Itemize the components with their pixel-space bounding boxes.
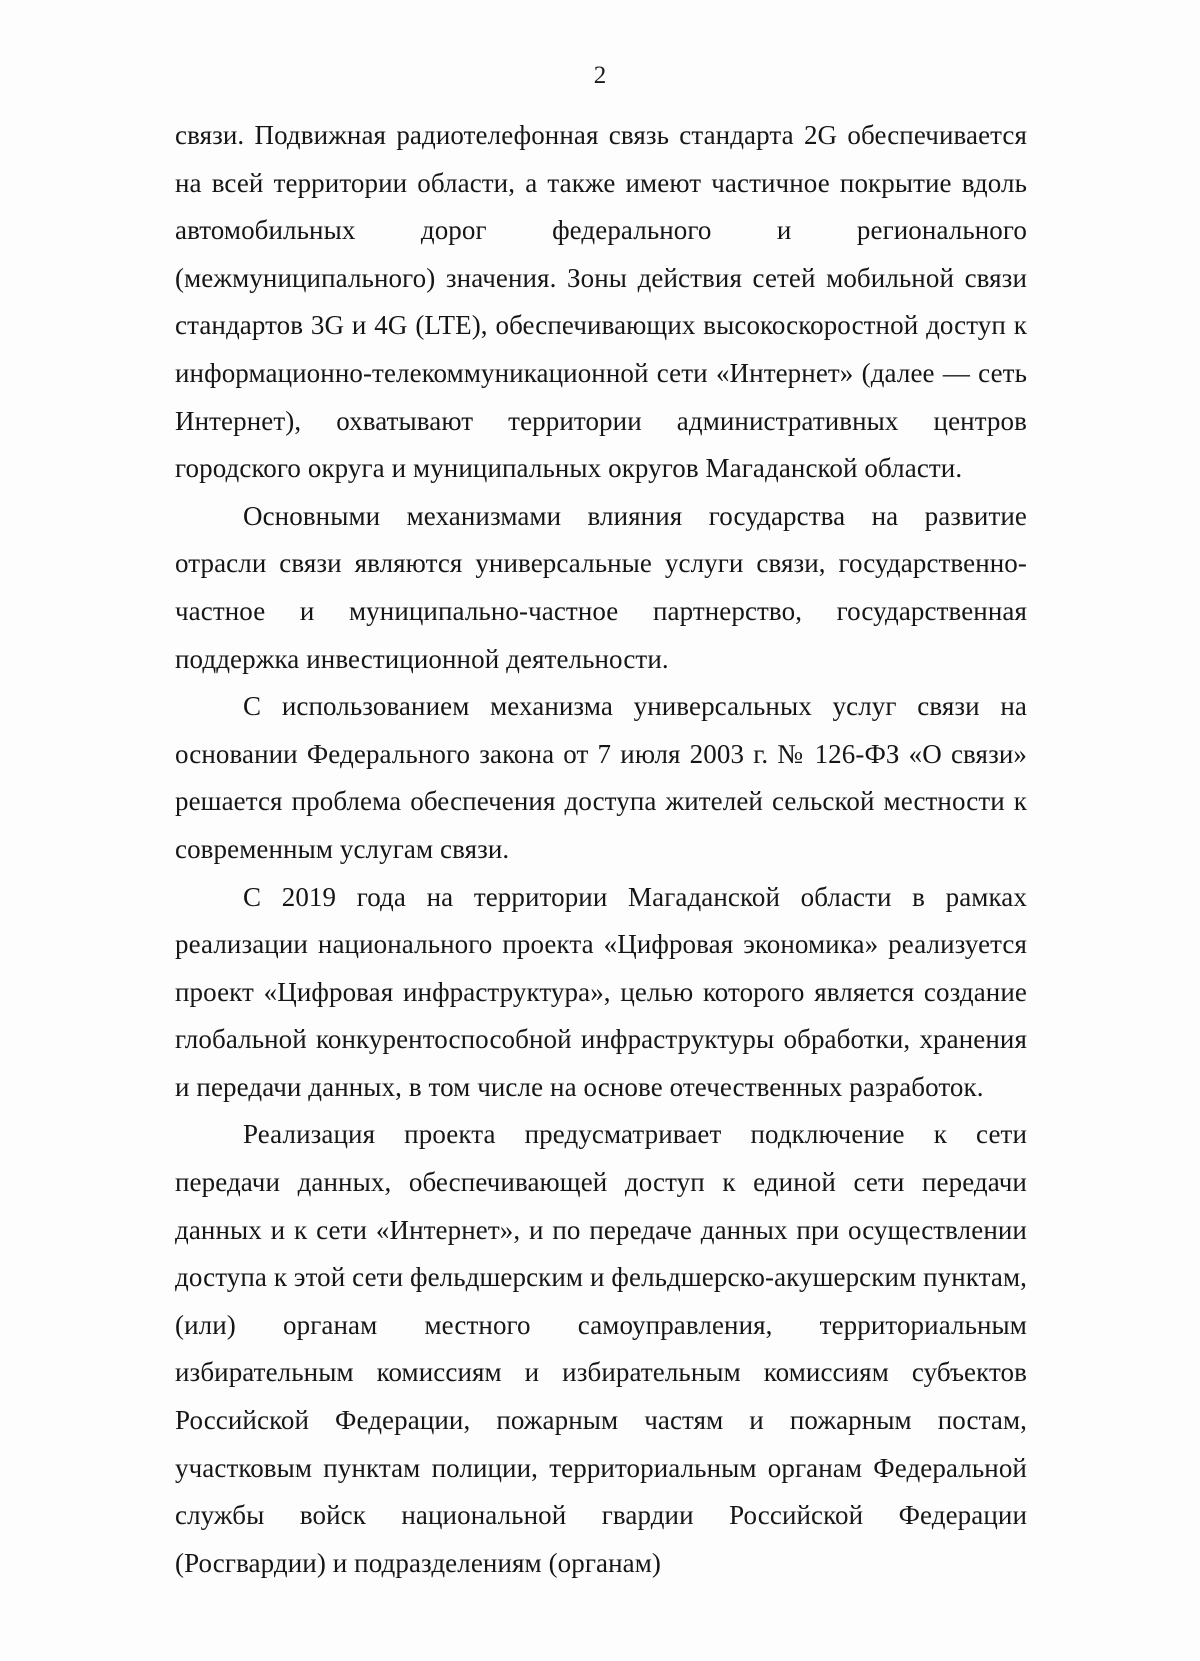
paragraph-state-mechanisms: Основными механизмами влияния государства на развитие отрасли связи являются универсальные услуги связи, государственно-частное и муниципально-частное партнерство, государственная поддержка инвестиционной деятельности.	[175, 500, 1027, 674]
paragraph-continuation: связи. Подвижная радиотелефонная связь стандарта 2G обеспечивается на всей территории области, а также имеют частичное покрытие вдоль автомобильных дорог федерального и регионального (межмуниципального) значения. Зоны действия сетей мобильной связи стандартов 3G и 4G (LTE), обеспечивающих высокоскоростной доступ к информационно-телекоммуникационной сети «Интернет» (далее — сеть Интернет), охватывают территории административных центров городского округа и муниципальных округов Магаданской области.	[175, 120, 1027, 484]
paragraph-project-implementation: Реализация проекта предусматривает подключение к сети передачи данных, обеспечивающей доступ к единой сети передачи данных и к сети «Интернет», и по передаче данных при осуществлении доступа к этой сети фельдшерским и фельдшерско-акушерским пунктам, (или) органам местного самоуправления, территориальным избирательным комиссиям и избирательным комиссиям субъектов Российской Федерации, пожарным частям и пожарным постам, участковым пунктам полиции, территориальным органам Федеральной службы войск национальной гвардии Российской Федерации (Росгвардии) и подразделениям (органам)	[175, 1119, 1027, 1578]
document-body	[175, 112, 1027, 1587]
paragraph-digital-economy: С 2019 года на территории Магаданской области в рамках реализации национального проекта «Цифровая экономика» реализуется проект «Цифровая инфраструктура», целью которого является создание глобальной конкурентоспособной инфраструктуры обработки, хранения и передачи данных, в том числе на основе отечественных разработок.	[175, 881, 1027, 1102]
paragraph-universal-services: С использованием механизма универсальных услуг связи на основании Федерального закона от 7 июля 2003 г. № 126-ФЗ «О связи» решается проблема обеспечения доступа жителей сельской местности к современным услугам связи.	[175, 691, 1027, 864]
page-number: 2	[593, 62, 607, 89]
